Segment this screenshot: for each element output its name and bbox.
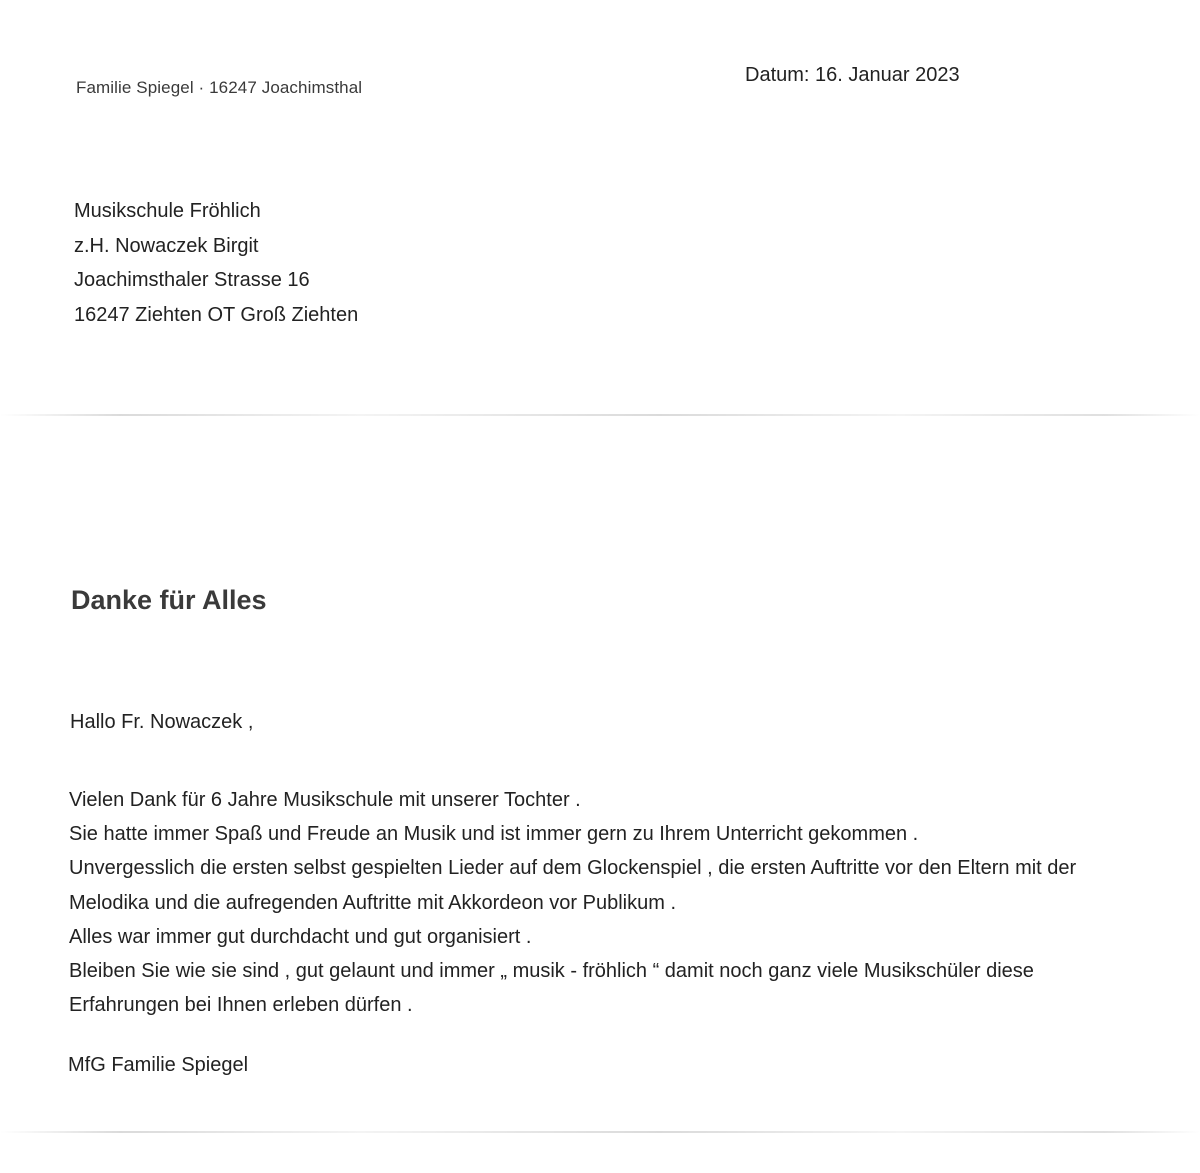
- recipient-line: z.H. Nowaczek Birgit: [74, 234, 259, 257]
- recipient-line: Joachimsthaler Strasse 16: [74, 269, 310, 291]
- letter-body: [69, 783, 1169, 1022]
- recipient-line: Musikschule Fröhlich: [74, 200, 261, 222]
- fold-mark-divider: [0, 414, 1200, 416]
- sender-address-line: Familie Spiegel · 16247 Joachimsthal: [76, 78, 363, 97]
- letter-closing: MfG Familie Spiegel: [68, 1054, 249, 1076]
- letter-subject: Danke für Alles: [71, 585, 267, 615]
- body-line: Melodika und die aufregenden Auftritte mit Akkordeon vor Publikum .: [69, 891, 677, 914]
- body-line: Vielen Dank für 6 Jahre Musikschule mit unserer Tochter .: [69, 789, 581, 811]
- body-line: Bleiben Sie wie sie sind , gut gelaunt und immer „ musik - fröhlich “ damit noch ganz viele Musikschüler diese: [69, 960, 1034, 983]
- body-line: Erfahrungen bei Ihnen erleben dürfen .: [69, 994, 413, 1017]
- letter-salutation: Hallo Fr. Nowaczek ,: [70, 711, 254, 733]
- fold-mark-divider: [0, 1131, 1200, 1133]
- body-line: Alles war immer gut durchdacht und gut organisiert .: [69, 925, 532, 948]
- recipient-line: 16247 Ziehten OT Groß Ziehten: [74, 303, 359, 326]
- body-line: Unvergesslich die ersten selbst gespielten Lieder auf dem Glockenspiel , die ersten Auftritte vor den Eltern mit der: [69, 857, 1077, 880]
- body-line: Sie hatte immer Spaß und Freude an Musik und ist immer gern zu Ihrem Unterricht gekommen .: [69, 823, 919, 846]
- letter-date: Datum: 16. Januar 2023: [745, 64, 960, 86]
- recipient-address-block: [74, 194, 358, 332]
